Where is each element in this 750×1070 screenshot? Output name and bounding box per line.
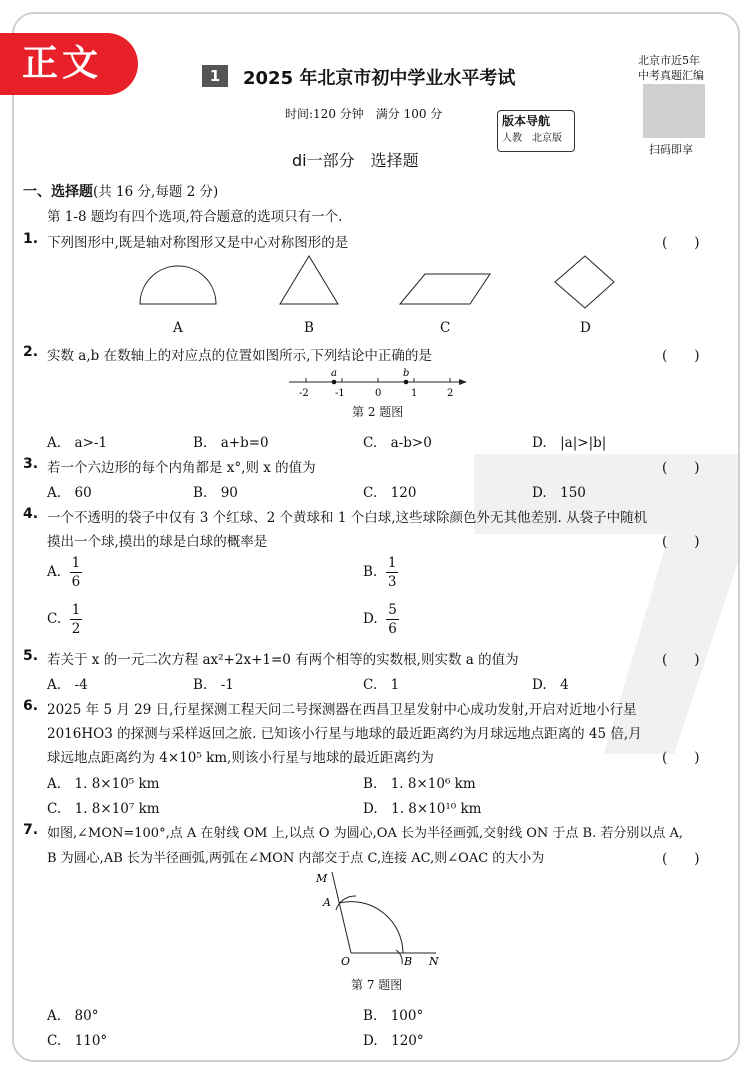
label-m: M [316,872,328,885]
q7-number: 7. [23,822,39,838]
q1-answer-paren[interactable]: ( ) [662,235,700,251]
fraction-numerator: 1 [387,555,397,571]
q2-text: 实数 a,b 在数轴上的对应点的位置如图所示,下列结论中正确的是 [47,348,432,364]
option-letter: B. [363,564,378,580]
exam-number-badge: 1 [202,65,228,87]
q6-text-line1: 2025 年 5 月 29 日,行星探测工程天问二号探测器在西昌卫星发射中心成功发射,开启对近地小行星 [47,702,637,718]
q4-text-line2: 摸出一个球,摸出的球是白球的概率是 [47,534,268,550]
q1-figures [130,250,630,310]
fraction [386,554,399,591]
nav-subtitle: 人教 北京版 [502,133,562,144]
semicircle-shape [140,266,216,304]
q7-figure [308,866,448,970]
fraction [386,601,399,638]
q7-option-b[interactable]: B. 100° [363,1008,424,1024]
q4-option-c[interactable] [47,601,82,638]
q5-option-a[interactable]: A. -4 [47,677,88,693]
q3-option-c[interactable]: C. 120 [363,485,417,501]
section-tag: 正文 [0,33,138,95]
q1-label-a: A [173,320,183,336]
q4-option-b[interactable] [363,554,398,591]
q5-text: 若关于 x 的一元二次方程 ax²+2x+1=0 有两个相等的实数根,则实数 a 的值为 [47,652,519,668]
q3-option-b[interactable]: B. 90 [193,485,238,501]
label-o: O [341,955,351,968]
side-label-1: 北京市近5年 [638,54,700,67]
parallelogram-shape [400,274,490,304]
section-heading [23,180,218,201]
nav-title: 版本导航 [502,114,551,128]
part-title: di一部分 选择题 [292,151,419,170]
fraction-numerator: 1 [71,602,81,618]
q7-option-c[interactable]: C. 110° [47,1033,108,1049]
point-b-label: b [403,368,410,379]
q3-text: 若一个六边形的每个内角都是 x°,则 x 的值为 [47,460,316,476]
q2-number: 2. [23,344,39,360]
q4-number: 4. [23,506,39,522]
q2-option-c[interactable]: C. a-b>0 [363,435,432,451]
q5-answer-paren[interactable]: ( ) [662,652,700,668]
section-heading-note: (共 16 分,每题 2 分) [93,184,219,200]
qr-code[interactable] [643,84,705,138]
q5-number: 5. [23,648,39,664]
point-a-dot [332,380,337,385]
arc-ab [339,902,403,953]
q6-text-line3: 球远地点距离约为 4×10⁵ km,则该小行星与地球的最近距离约为 [47,750,434,766]
version-nav-box[interactable] [497,110,575,152]
exam-info: 时间:120 分钟 满分 100 分 [285,107,443,121]
rhombus-shape [555,256,614,308]
q6-number: 6. [23,698,39,714]
q3-option-d[interactable]: D. 150 [532,485,586,501]
exam-title: 2025 年北京市初中学业水平考试 [243,68,516,89]
label-b: B [404,955,413,968]
q6-text-line2: 2016HO3 的探测与采样返回之旅. 已知该小行星与地球的最近距离约为月球远地点距离的 45 倍,月 [47,726,642,742]
triangle-shape [280,256,338,304]
option-letter: D. [363,611,378,627]
q3-option-a[interactable]: A. 60 [47,485,92,501]
option-letter: A. [47,564,62,580]
point-b-dot [404,380,409,385]
fraction-denominator: 3 [387,574,397,590]
q6-option-a[interactable]: A. 1. 8×10⁵ km [47,776,160,792]
arc-small-b [396,950,402,964]
fraction-denominator: 6 [388,621,397,637]
fraction-numerator: 5 [388,602,397,618]
q7-option-d[interactable]: D. 120° [363,1033,424,1049]
tick-label: 2 [447,388,454,399]
q5-option-d[interactable]: D. 4 [532,677,569,693]
label-n: N [429,955,439,968]
q7-text-line1: 如图,∠MON=100°,点 A 在射线 OM 上,以点 O 为圆心,OA 长为半径画弧,交射线 ON 于点 B. 若分别以点 A, [47,826,683,841]
fraction-numerator: 1 [71,555,81,571]
fraction-denominator: 2 [71,621,81,637]
qr-label: 扫码即享 [649,143,693,156]
q5-option-b[interactable]: B. -1 [193,677,234,693]
tick-label: -2 [299,388,309,399]
fraction-denominator: 6 [71,574,81,590]
q6-option-c[interactable]: C. 1. 8×10⁷ km [47,801,160,817]
point-a-label: a [331,368,337,379]
q4-option-d[interactable] [363,601,399,638]
q1-label-c: C [440,320,451,336]
fraction [70,601,83,638]
q3-answer-paren[interactable]: ( ) [662,460,700,476]
q5-option-c[interactable]: C. 1 [363,677,400,693]
q4-answer-paren[interactable]: ( ) [662,534,700,550]
tick-label: 0 [375,388,382,399]
q6-answer-paren[interactable]: ( ) [662,750,700,766]
q3-number: 3. [23,456,39,472]
q2-option-b[interactable]: B. a+b=0 [193,435,269,451]
q2-answer-paren[interactable]: ( ) [662,348,700,364]
side-label-2: 中考真题汇编 [638,69,704,82]
q1-text: 下列图形中,既是轴对称图形又是中心对称图形的是 [47,235,349,251]
option-letter: C. [47,611,62,627]
q7-text-line2: B 为圆心,AB 长为半径画弧,两弧在∠MON 内部交于点 C,连接 AC,则∠OAC 的大小为 [47,851,545,866]
fraction [70,554,83,591]
q7-option-a[interactable]: A. 80° [47,1008,99,1024]
tick-label: 1 [411,388,418,399]
q7-answer-paren[interactable]: ( ) [662,851,700,867]
q6-option-d[interactable]: D. 1. 8×10¹⁰ km [363,801,482,817]
q4-text-line1: 一个不透明的袋子中仅有 3 个红球、2 个黄球和 1 个白球,这些球除颜色外无其他差别. 从袋子中随机 [47,510,648,526]
label-a: A [323,896,331,909]
q7-caption: 第 7 题图 [351,978,403,992]
section-instruction: 第 1-8 题均有四个选项,符合题意的选项只有一个. [47,209,343,225]
q2-caption: 第 2 题图 [352,405,404,419]
q1-label-d: D [580,320,591,336]
q4-option-a[interactable] [47,554,82,591]
section-heading-label: 一、选择题 [23,184,93,200]
q1-label-b: B [304,320,314,336]
q6-option-b[interactable]: B. 1. 8×10⁶ km [363,776,476,792]
tick-label: -1 [335,388,345,399]
q1-number: 1. [23,231,39,247]
q2-option-d[interactable]: D. |a|>|b| [532,435,607,451]
q2-option-a[interactable]: A. a>-1 [47,435,108,451]
q2-number-line [285,368,470,400]
